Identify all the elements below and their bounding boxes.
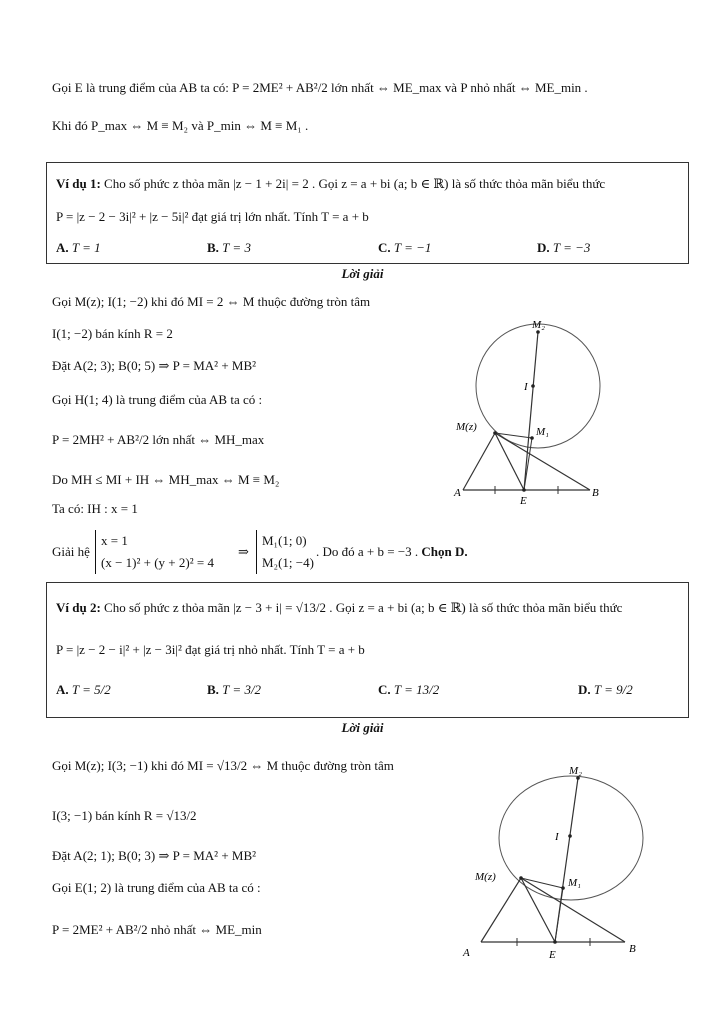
fig2-label-b: B xyxy=(629,943,636,955)
example-2-text: Cho số phức z thỏa mãn |z − 3 + i| = √13/2 . Gọi z = a + bi (a; b ∈ ℝ) là số thức thỏa mãn biểu thức xyxy=(104,600,623,615)
system-eq-1: x = 1 xyxy=(101,533,128,548)
example-2-option-c xyxy=(378,682,439,698)
figure-2 xyxy=(445,760,645,970)
result-m1: M₁(1; 0) xyxy=(262,533,307,548)
fig1-label-a: A xyxy=(454,487,461,499)
implies-arrow: ⇒ xyxy=(238,544,249,559)
option-a-key: A. xyxy=(56,240,69,255)
option-a-key: A. xyxy=(56,682,69,697)
top-line-1: Gọi E là trung điểm của AB ta có: P = 2ME² + AB²/2 lớn nhất ⇔ ME_max và P nhỏ nhất ⇔ ME_min . xyxy=(52,80,588,95)
sol2-line-5: P = 2ME² + AB²/2 nhỏ nhất ⇔ ME_min xyxy=(52,922,262,937)
sol1-result xyxy=(256,530,314,574)
sol1-line-7: Ta có: IH : x = 1 xyxy=(52,501,138,516)
option-b-value: T = 3 xyxy=(222,240,251,255)
example-2-option-d xyxy=(578,682,633,698)
sol1-line-6: Do MH ≤ MI + IH ⇔ MH_max ⇔ M ≡ M₂ xyxy=(52,472,280,487)
example-1-title: Ví dụ 1: xyxy=(56,176,101,191)
option-c-value: T = 13/2 xyxy=(393,682,440,697)
example-1-option-a xyxy=(56,240,101,256)
option-d-key: D. xyxy=(537,240,550,255)
fig1-label-b: B xyxy=(592,487,599,499)
example-1-stem xyxy=(56,176,605,192)
sol1-line-3: Đặt A(2; 3); B(0; 5) ⇒ P = MA² + MB² xyxy=(52,358,257,373)
option-c-key: C. xyxy=(378,240,391,255)
option-c-value: T = −1 xyxy=(393,240,432,255)
example-2-option-a xyxy=(56,682,111,698)
example-2-title: Ví dụ 2: xyxy=(56,600,101,615)
sol1-solve-label: Giải hệ xyxy=(52,544,90,559)
fig1-label-m2: M₂ xyxy=(532,319,545,331)
fig1-label-i: I xyxy=(524,381,528,393)
option-d-value: T = −3 xyxy=(552,240,591,255)
fig1-label-e: E xyxy=(520,495,527,507)
option-c-key: C. xyxy=(378,682,391,697)
option-b-key: B. xyxy=(207,240,219,255)
example-2-option-b xyxy=(207,682,261,698)
fig2-label-m2: M₂ xyxy=(569,765,582,777)
fig1-label-m1: M₁ xyxy=(536,426,549,438)
conclusion-answer: Chọn D. xyxy=(421,544,468,559)
example-1-option-c xyxy=(378,240,431,256)
sol1-line-5: P = 2MH² + AB²/2 lớn nhất ⇔ MH_max xyxy=(52,432,265,447)
sol2-line-2: I(3; −1) bán kính R = √13/2 xyxy=(52,808,197,823)
example-1-option-b xyxy=(207,240,251,256)
option-b-value: T = 3/2 xyxy=(222,682,262,697)
fig2-label-e: E xyxy=(549,949,556,961)
solution-1-heading: Lời giải xyxy=(341,266,384,281)
solution-2-heading: Lời giải xyxy=(341,720,384,735)
top-line-2: Khi đó P_max ⇔ M ≡ M₂ và P_min ⇔ M ≡ M₁ . xyxy=(52,118,309,133)
option-d-key: D. xyxy=(578,682,591,697)
sol2-line-4: Gọi E(1; 2) là trung điểm của AB ta có : xyxy=(52,880,261,895)
system-eq-2: (x − 1)² + (y + 2)² = 4 xyxy=(101,555,214,570)
figure-1 xyxy=(440,318,620,508)
example-1-text: Cho số phức z thỏa mãn |z − 1 + 2i| = 2 . Gọi z = a + bi (a; b ∈ ℝ) là số thức thỏa mãn biểu thức xyxy=(104,176,606,191)
fig2-label-i: I xyxy=(555,831,559,843)
option-b-key: B. xyxy=(207,682,219,697)
fig2-label-m1: M₁ xyxy=(568,877,581,889)
sol1-conclusion xyxy=(316,544,468,560)
sol2-line-3: Đặt A(2; 1); B(0; 3) ⇒ P = MA² + MB² xyxy=(52,848,257,863)
sol1-line-1: Gọi M(z); I(1; −2) khi đó MI = 2 ⇔ M thuộc đường tròn tâm xyxy=(52,294,371,309)
conclusion-text: . Do đó a + b = −3 . xyxy=(316,544,419,559)
sol1-line-4: Gọi H(1; 4) là trung điểm của AB ta có : xyxy=(52,392,263,407)
fig1-label-mz: M(z) xyxy=(456,421,477,433)
sol1-line-2: I(1; −2) bán kính R = 2 xyxy=(52,326,173,341)
option-a-value: T = 1 xyxy=(71,240,101,255)
example-2-stem xyxy=(56,600,622,616)
fig2-label-mz: M(z) xyxy=(475,871,496,883)
result-m2: M₂(1; −4) xyxy=(262,555,314,570)
sol1-system xyxy=(95,530,214,574)
option-a-value: T = 5/2 xyxy=(71,682,111,697)
example-2-expr: P = |z − 2 − i|² + |z − 3i|² đạt giá trị nhỏ nhất. Tính T = a + b xyxy=(56,642,365,657)
option-d-value: T = 9/2 xyxy=(593,682,633,697)
sol2-line-1: Gọi M(z); I(3; −1) khi đó MI = √13/2 ⇔ M thuộc đường tròn tâm xyxy=(52,758,394,773)
example-1-expr: P = |z − 2 − 3i|² + |z − 5i|² đạt giá trị lớn nhất. Tính T = a + b xyxy=(56,209,369,224)
fig2-label-a: A xyxy=(463,947,470,959)
example-1-option-d xyxy=(537,240,590,256)
